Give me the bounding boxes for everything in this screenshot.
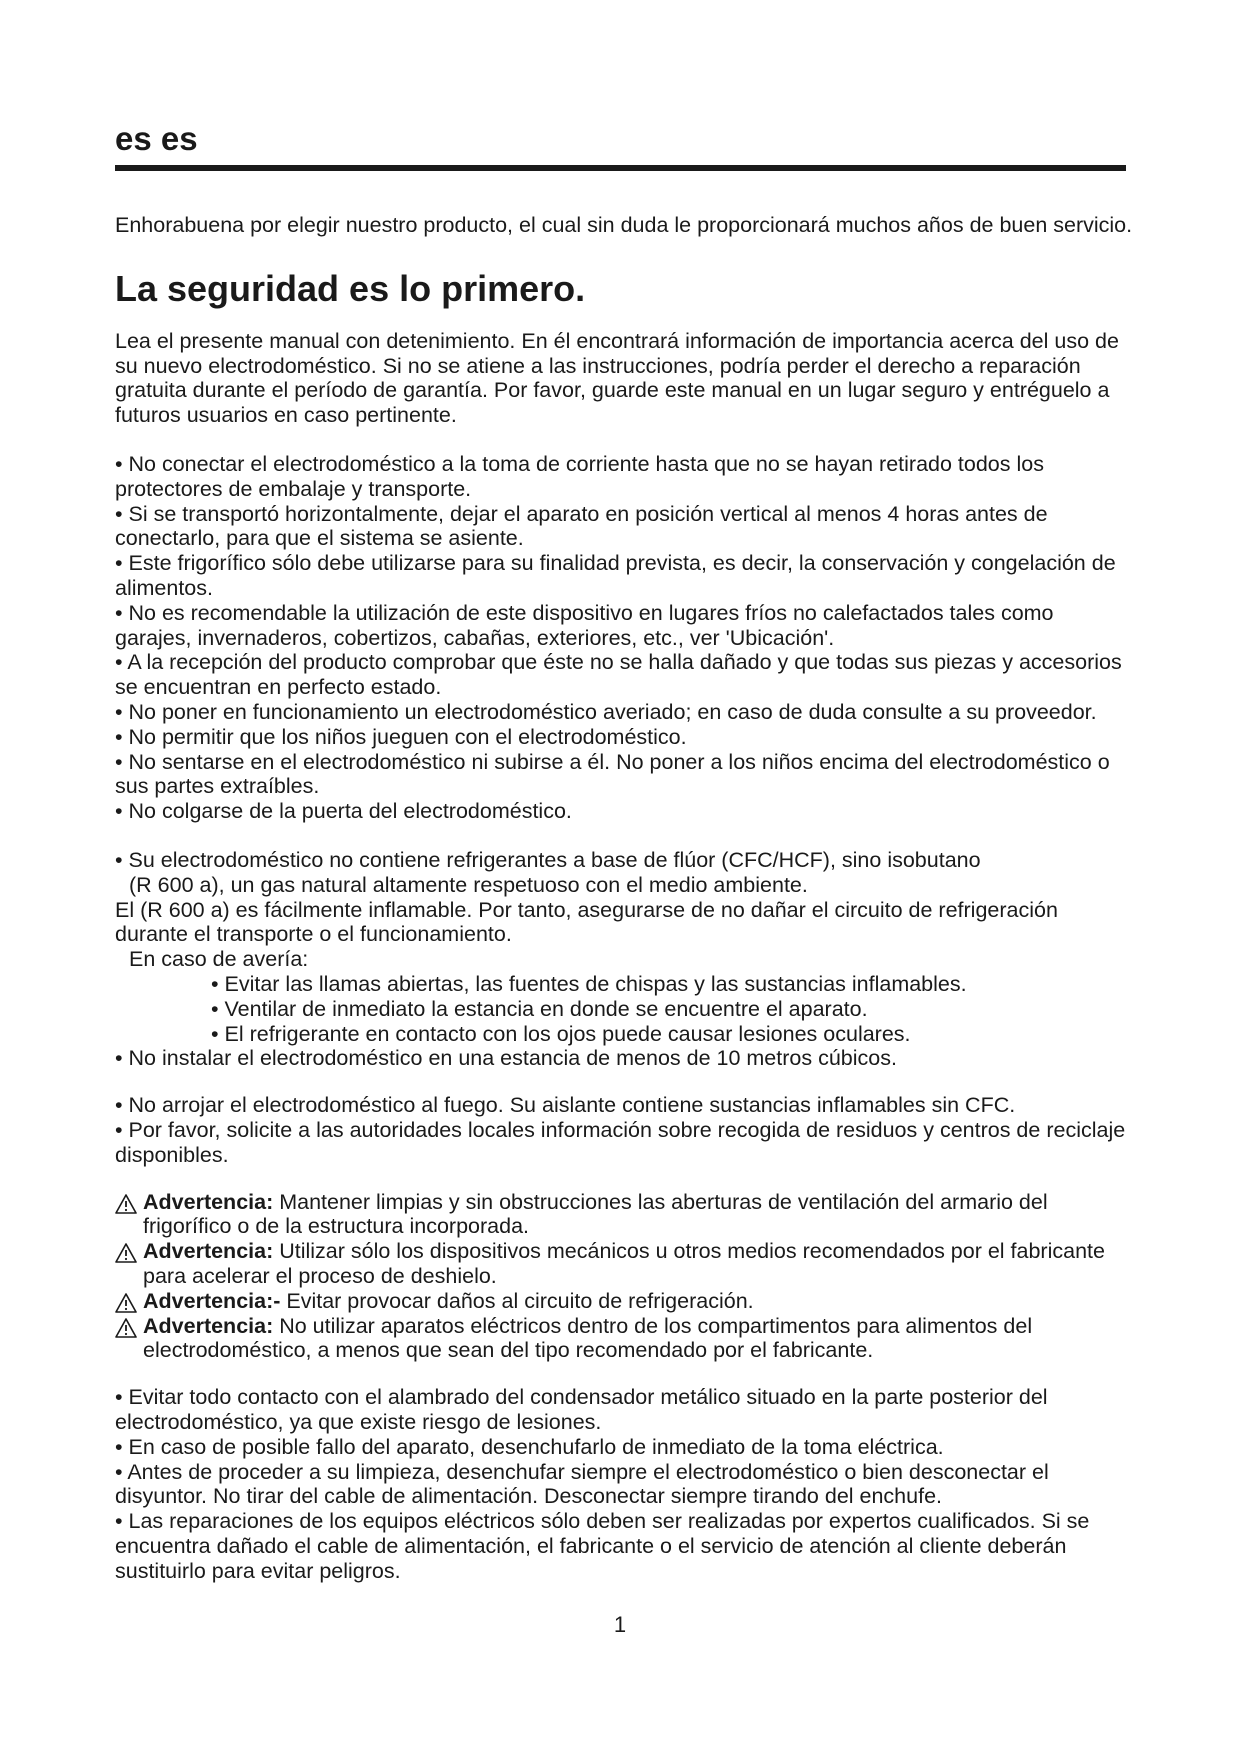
list-item: • Antes de proceder a su limpieza, desenchufar siempre el electrodoméstico o bien desconectar el disyuntor. No tirar del cable de alimentación. Desconectar siempre tirando del enchufe. — [115, 1459, 1049, 1509]
warning-label: Advertencia: — [143, 1239, 274, 1264]
page-header — [115, 122, 1126, 171]
list-item: • No sentarse en el electrodoméstico ni subirse a él. No poner a los niños encima del electrodoméstico o sus partes extraíbles. — [115, 749, 1110, 799]
warning-triangle-icon — [115, 1242, 137, 1264]
intro-paragraph: Enhorabuena por elegir nuestro producto, el cual sin duda le proporcionará muchos años de buen servicio. — [115, 213, 1133, 237]
warning-label: Advertencia: — [143, 1313, 274, 1338]
list-item: • No colgarse de la puerta del electrodoméstico. — [115, 799, 572, 824]
page-content — [115, 213, 1135, 1584]
warning-label: Advertencia:- — [143, 1288, 281, 1313]
final-section — [115, 1385, 1135, 1583]
failure-heading: En caso de avería: — [129, 947, 309, 972]
warning-text: No utilizar aparatos eléctricos dentro de los compartimentos para alimentos del electrodoméstico, a menos que sean del tipo recomendado por el fabricante. — [143, 1313, 1033, 1363]
refrigerant-line: El (R 600 a) es fácilmente inflamable. Por tanto, asegurarse de no dañar el circuito de refrigeración durante el transporte o el funcionamiento. — [115, 897, 1058, 947]
list-item: • A la recepción del producto comprobar que éste no se halla dañado y que todas sus piezas y accesorios se encuentran en perfecto estado. — [115, 650, 1122, 700]
failure-item: • Evitar las llamas abiertas, las fuentes de chispas y las sustancias inflamables. — [211, 971, 967, 996]
list-item: • No conectar el electrodoméstico a la toma de corriente hasta que no se hayan retirado todos los protectores de embalaje y transporte. — [115, 451, 1044, 501]
safety-list — [115, 452, 1135, 824]
list-item: • No poner en funcionamiento un electrodoméstico averiado; en caso de duda consulte a su proveedor. — [115, 699, 1097, 724]
list-item: • Por favor, solicite a las autoridades locales información sobre recogida de residuos y centros de reciclaje disponibles. — [115, 1117, 1126, 1167]
list-item: • Evitar todo contacto con el alambrado del condensador metálico situado en la parte posterior del electrodoméstico, ya que existe riesgo de lesiones. — [115, 1385, 1048, 1435]
refrigerant-section — [115, 848, 1135, 1071]
safety-intro-paragraph: Lea el presente manual con detenimiento. En él encontrará información de importancia acerca del uso de su nuevo electrodoméstico. Si no se atiene a las instrucciones, podría perder el derecho a reparación gratuita durante el período de garantía. Por favor, guarde este manual en un lugar seguro y entréguelo a futuros usuarios en caso pertinente. — [115, 328, 1119, 428]
list-item: • Las reparaciones de los equipos eléctricos sólo deben ser realizadas por expertos cualificados. Si se encuentra dañado el cable de alimentación, el fabricante o el servicio de atención al cliente deberán sustituirlo para evitar peligros. — [115, 1509, 1090, 1583]
warning-triangle-icon — [115, 1193, 137, 1215]
safety-title: La seguridad es lo primero. — [115, 267, 586, 309]
warning-item — [115, 1314, 1135, 1364]
failure-item: • Ventilar de inmediato la estancia en donde se encuentre el aparato. — [211, 996, 868, 1021]
list-item: • No permitir que los niños jueguen con el electrodoméstico. — [115, 724, 687, 749]
warning-triangle-icon — [115, 1292, 137, 1314]
list-item: • Si se transportó horizontalmente, dejar el aparato en posición vertical al menos 4 horas antes de conectarlo, para que el sistema se asiente. — [115, 501, 1048, 551]
warning-item — [115, 1190, 1135, 1240]
list-item: • No es recomendable la utilización de este dispositivo en lugares fríos no calefactados tales como garajes, invernaderos, cobertizos, cabañas, exteriores, etc., ver 'Ubicación'. — [115, 600, 1054, 650]
warning-text: Utilizar sólo los dispositivos mecánicos u otros medios recomendados por el fabricante para acelerar el proceso de deshielo. — [143, 1239, 1105, 1288]
warning-text: Evitar provocar daños al circuito de refrigeración. — [280, 1288, 754, 1313]
list-item: • Este frigorífico sólo debe utilizarse para su finalidad prevista, es decir, la conservación y congelación de alimentos. — [115, 551, 1116, 600]
list-item: • No arrojar el electrodoméstico al fuego. Su aislante contiene sustancias inflamables sin CFC. — [115, 1093, 1016, 1118]
header-label: es es — [115, 120, 198, 157]
page-number: 1 — [613, 1612, 627, 1637]
refrigerant-line: • No instalar el electrodoméstico en una estancia de menos de 10 metros cúbicos. — [115, 1046, 897, 1071]
warnings-section — [115, 1190, 1135, 1364]
header-rule — [115, 165, 1126, 171]
warning-item — [115, 1239, 1135, 1289]
warning-label: Advertencia: — [143, 1189, 274, 1214]
warning-text: Mantener limpias y sin obstrucciones las aberturas de ventilación del armario del frigorífico o de la estructura incorporada. — [143, 1189, 1048, 1239]
refrigerant-line: (R 600 a), un gas natural altamente respetuoso con el medio ambiente. — [129, 872, 808, 897]
warning-item — [115, 1289, 1135, 1314]
refrigerant-line: • Su electrodoméstico no contiene refrigerantes a base de flúor (CFC/HCF), sino isobutano — [115, 847, 981, 872]
disposal-section — [115, 1093, 1135, 1167]
warning-triangle-icon — [115, 1317, 137, 1339]
failure-item: • El refrigerante en contacto con los ojos puede causar lesiones oculares. — [211, 1021, 911, 1046]
list-item: • En caso de posible fallo del aparato, desenchufarlo de inmediato de la toma eléctrica. — [115, 1434, 944, 1459]
